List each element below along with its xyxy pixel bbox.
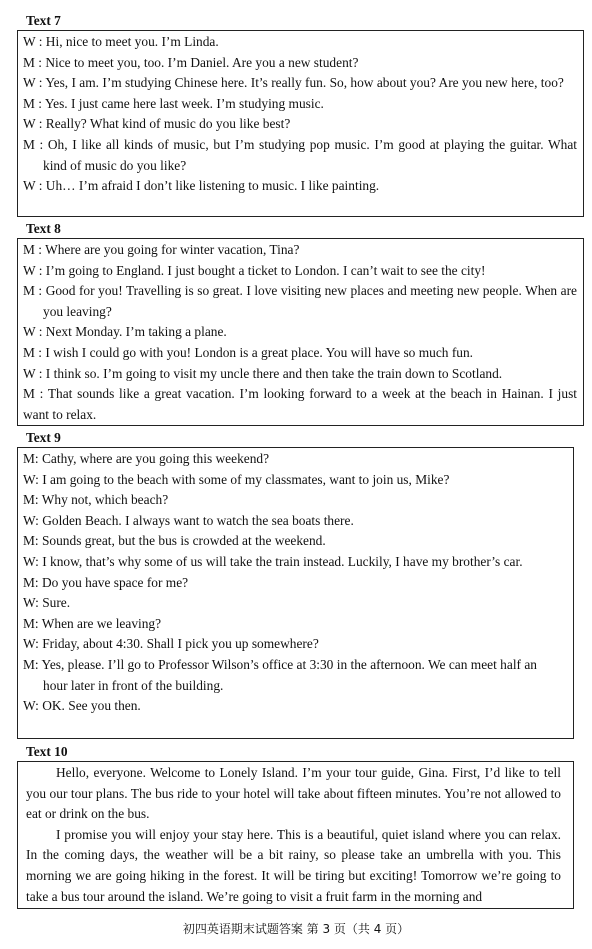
dialogue-line: W : Really? What kind of music do you like best?	[23, 116, 291, 132]
dialogue-line: M : Nice to meet you, too. I’m Daniel. Are you a new student?	[23, 54, 359, 70]
dialogue-line: W : Uh… I’m afraid I don’t like listening to music. I like painting.	[23, 178, 380, 194]
dialogue-line: M : Where are you going for winter vacation, Tina?	[23, 242, 300, 257]
text9-dialogue-box	[17, 447, 574, 739]
dialogue-line: M : I wish I could go with you! London is a great place. You will have so much fun.	[23, 344, 474, 360]
dialogue-line: M: Why not, which beach?	[23, 492, 169, 508]
dialogue-line: M : Good for you! Travelling is so great. I love visiting new places and meeting new people. When are you leaving?	[23, 283, 577, 319]
dialogue-line: W: OK. See you then.	[23, 698, 141, 714]
dialogue-line: W : Next Monday. I’m taking a plane.	[23, 324, 227, 340]
dialogue-line: W: I know, that’s why some of us will take the train instead. Luckily, I have my brother’s car.	[23, 553, 523, 569]
dialogue-line: M : Oh, I like all kinds of music, but I’m studying pop music. I’m good at playing the guitar. What kind of music do you like?	[23, 136, 577, 173]
dialogue-line: M: Sounds great, but the bus is crowded at the weekend.	[23, 533, 326, 549]
page-footer: 初四英语期末试题答案 第 3 页（共 4 页）	[182, 922, 410, 936]
passage-paragraph: Hello, everyone. Welcome to Lonely Island. I’m your tour guide, Gina. First, I’d like to tell you our tour plans. The bus ride to your hotel will take about fifteen minutes. You’re not allowed to eat or drink on the bus.	[26, 765, 561, 822]
text7-heading: Text 7	[26, 13, 61, 28]
dialogue-line: W : I’m going to England. I just bought a ticket to London. I can’t wait to see the city!	[23, 262, 486, 278]
dialogue-line: M: Do you have space for me?	[23, 574, 189, 590]
dialogue-line: W: Golden Beach. I always want to watch the sea boats there.	[23, 512, 354, 528]
dialogue-line: W: Friday, about 4:30. Shall I pick you up somewhere?	[23, 636, 319, 652]
text8-dialogue-box	[17, 238, 584, 426]
dialogue-line: M : That sounds like a great vacation. I’m looking forward to a week at the beach in Hainan. I just want to relax.	[23, 386, 577, 422]
text10-passage-box	[17, 761, 574, 909]
dialogue-line: W : Hi, nice to meet you. I’m Linda.	[23, 34, 219, 49]
dialogue-line: W: I am going to the beach with some of my classmates, want to join us, Mike?	[23, 471, 450, 487]
dialogue-line: W: Sure.	[23, 595, 71, 611]
dialogue-line: M: Cathy, where are you going this weekend?	[23, 451, 270, 466]
text9-heading: Text 9	[26, 430, 61, 445]
dialogue-line: W : I think so. I’m going to visit my uncle there and then take the train down to Scotland.	[23, 365, 503, 381]
text10-heading: Text 10	[26, 744, 68, 759]
dialogue-line: M : Yes. I just came here last week. I’m studying music.	[23, 95, 324, 111]
dialogue-line: M: When are we leaving?	[23, 615, 162, 631]
text8-heading: Text 8	[26, 221, 61, 236]
dialogue-line: W : Yes, I am. I’m studying Chinese here. It’s really fun. So, how about you? Are you new here, too?	[23, 75, 564, 91]
dialogue-line: M: Yes, please. I’ll go to Professor Wilson’s office at 3:30 in the afternoon. We can meet half an hour later in front of the building.	[23, 656, 537, 693]
passage-paragraph: I promise you will enjoy your stay here. This is a beautiful, quiet island where you can relax. In the coming days, the weather will be a bit rainy, so please take an umbrella with you. This morning we are going hiking in the forest. It will be tiring but exciting! Tomorrow we’re going to take a bus tour around the island. We’re going to visit a fruit farm in the morning and	[26, 826, 561, 904]
text7-dialogue-box	[17, 30, 584, 217]
